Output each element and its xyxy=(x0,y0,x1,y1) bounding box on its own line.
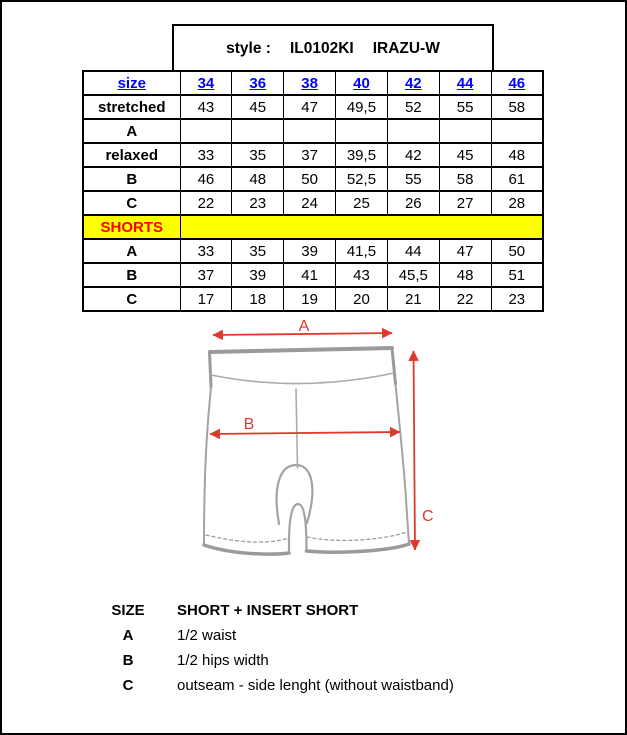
value-cell: 39,5 xyxy=(336,143,388,167)
value-cell: 17 xyxy=(180,287,232,311)
value-cell: 28 xyxy=(491,191,543,215)
value-cell: 33 xyxy=(180,143,232,167)
value-cell: 49,5 xyxy=(336,95,388,119)
outseam-arrow-label: C xyxy=(422,508,434,525)
table-row xyxy=(83,191,543,215)
waistband-bottom-seam xyxy=(211,373,394,384)
value-cell: 39 xyxy=(284,239,336,263)
value-cell: 37 xyxy=(180,263,232,287)
legend-key: A xyxy=(122,627,134,644)
size-column-header: 38 xyxy=(284,71,336,95)
value-cell: 37 xyxy=(284,143,336,167)
right-hem-stitch-line xyxy=(307,532,407,540)
value-cell: 39 xyxy=(232,263,284,287)
hips-arrow xyxy=(210,432,400,434)
legend-description: 1/2 hips width xyxy=(177,652,269,669)
left-hem-stitch-line xyxy=(206,535,289,542)
value-cell: 50 xyxy=(491,239,543,263)
legend-size-label: SIZE xyxy=(111,602,145,619)
table-row xyxy=(83,167,543,191)
value-cell: 24 xyxy=(284,191,336,215)
legend-title-row xyxy=(82,598,562,623)
legend-item-a xyxy=(82,623,562,648)
legend-description: outseam - side lenght (without waistband) xyxy=(177,677,454,694)
value-cell: 35 xyxy=(232,239,284,263)
value-cell: 46 xyxy=(180,167,232,191)
size-column-header: 46 xyxy=(491,71,543,95)
legend-item-c xyxy=(82,673,562,698)
waistband-left-side xyxy=(210,352,212,387)
value-cell: 48 xyxy=(491,143,543,167)
waistband-right-side xyxy=(392,348,396,384)
legend-item-b xyxy=(82,648,562,673)
legend-description: 1/2 waist xyxy=(177,627,237,644)
size-table-body xyxy=(83,71,543,311)
measurement-legend xyxy=(82,598,562,698)
value-cell: 43 xyxy=(336,263,388,287)
size-column-header: 40 xyxy=(336,71,388,95)
value-cell: 45 xyxy=(232,95,284,119)
value-cell: 48 xyxy=(232,167,284,191)
right-outseam-edge xyxy=(396,384,410,544)
value-cell: 58 xyxy=(439,167,491,191)
value-cell: 41,5 xyxy=(336,239,388,263)
table-row xyxy=(83,287,543,311)
value-cell: 41 xyxy=(284,263,336,287)
inner-leg-curve xyxy=(289,504,307,551)
section-fill xyxy=(180,215,543,239)
value-cell: 43 xyxy=(180,95,232,119)
legend-product-label: SHORT + INSERT SHORT xyxy=(177,602,359,619)
waist-top-edge xyxy=(210,348,392,352)
style-label: style : xyxy=(226,40,271,57)
row-label: A xyxy=(83,119,180,143)
left-outseam-edge xyxy=(204,387,211,545)
row-label: B xyxy=(83,263,180,287)
value-cell: 22 xyxy=(439,287,491,311)
value-cell xyxy=(387,119,439,143)
value-cell: 45 xyxy=(439,143,491,167)
value-cell: 22 xyxy=(180,191,232,215)
value-cell xyxy=(491,119,543,143)
value-cell xyxy=(336,119,388,143)
legend-key: B xyxy=(122,652,134,669)
crotch-gusset-curve xyxy=(277,465,313,524)
value-cell: 35 xyxy=(232,143,284,167)
table-row xyxy=(83,119,543,143)
value-cell: 52 xyxy=(387,95,439,119)
table-row xyxy=(83,239,543,263)
style-code: IL0102KI xyxy=(289,40,354,57)
value-cell: 21 xyxy=(387,287,439,311)
value-cell xyxy=(439,119,491,143)
size-column-header: 42 xyxy=(387,71,439,95)
row-label: stretched xyxy=(83,95,180,119)
value-cell xyxy=(180,119,232,143)
hips-arrow-label: B xyxy=(243,416,255,433)
value-cell: 58 xyxy=(491,95,543,119)
value-cell: 52,5 xyxy=(336,167,388,191)
size-column-header: 36 xyxy=(232,71,284,95)
value-cell: 23 xyxy=(491,287,543,311)
row-label: C xyxy=(83,191,180,215)
value-cell xyxy=(232,119,284,143)
size-header-label: size xyxy=(83,71,180,95)
value-cell: 25 xyxy=(336,191,388,215)
value-cell: 51 xyxy=(491,263,543,287)
row-label: C xyxy=(83,287,180,311)
center-front-seam xyxy=(296,389,298,468)
value-cell: 19 xyxy=(284,287,336,311)
left-leg-hem xyxy=(204,545,289,554)
value-cell: 18 xyxy=(232,287,284,311)
measurement-arrows xyxy=(210,333,415,550)
value-cell: 48 xyxy=(439,263,491,287)
value-cell: 55 xyxy=(439,95,491,119)
size-header-row xyxy=(83,71,543,95)
right-leg-hem xyxy=(307,544,410,552)
section-row xyxy=(83,215,543,239)
legend-key: C xyxy=(122,677,134,694)
value-cell: 26 xyxy=(387,191,439,215)
style-header-box xyxy=(172,24,494,72)
value-cell: 61 xyxy=(491,167,543,191)
value-cell: 47 xyxy=(439,239,491,263)
value-cell: 45,5 xyxy=(387,263,439,287)
value-cell: 44 xyxy=(387,239,439,263)
value-cell: 33 xyxy=(180,239,232,263)
value-cell: 23 xyxy=(232,191,284,215)
size-column-header: 44 xyxy=(439,71,491,95)
value-cell: 55 xyxy=(387,167,439,191)
waist-arrow-label: A xyxy=(298,318,310,335)
value-cell: 47 xyxy=(284,95,336,119)
value-cell: 27 xyxy=(439,191,491,215)
style-name: IRAZU-W xyxy=(372,40,440,57)
shorts-outline xyxy=(204,348,409,554)
size-table xyxy=(82,70,544,312)
table-row xyxy=(83,263,543,287)
size-column-header: 34 xyxy=(180,71,232,95)
shorts-diagram xyxy=(142,310,462,582)
row-label: relaxed xyxy=(83,143,180,167)
value-cell xyxy=(284,119,336,143)
row-label: A xyxy=(83,239,180,263)
row-label: B xyxy=(83,167,180,191)
table-row xyxy=(83,143,543,167)
value-cell: 50 xyxy=(284,167,336,191)
table-row xyxy=(83,95,543,119)
value-cell: 20 xyxy=(336,287,388,311)
section-label: SHORTS xyxy=(83,215,180,239)
value-cell: 42 xyxy=(387,143,439,167)
outseam-arrow xyxy=(414,351,416,550)
